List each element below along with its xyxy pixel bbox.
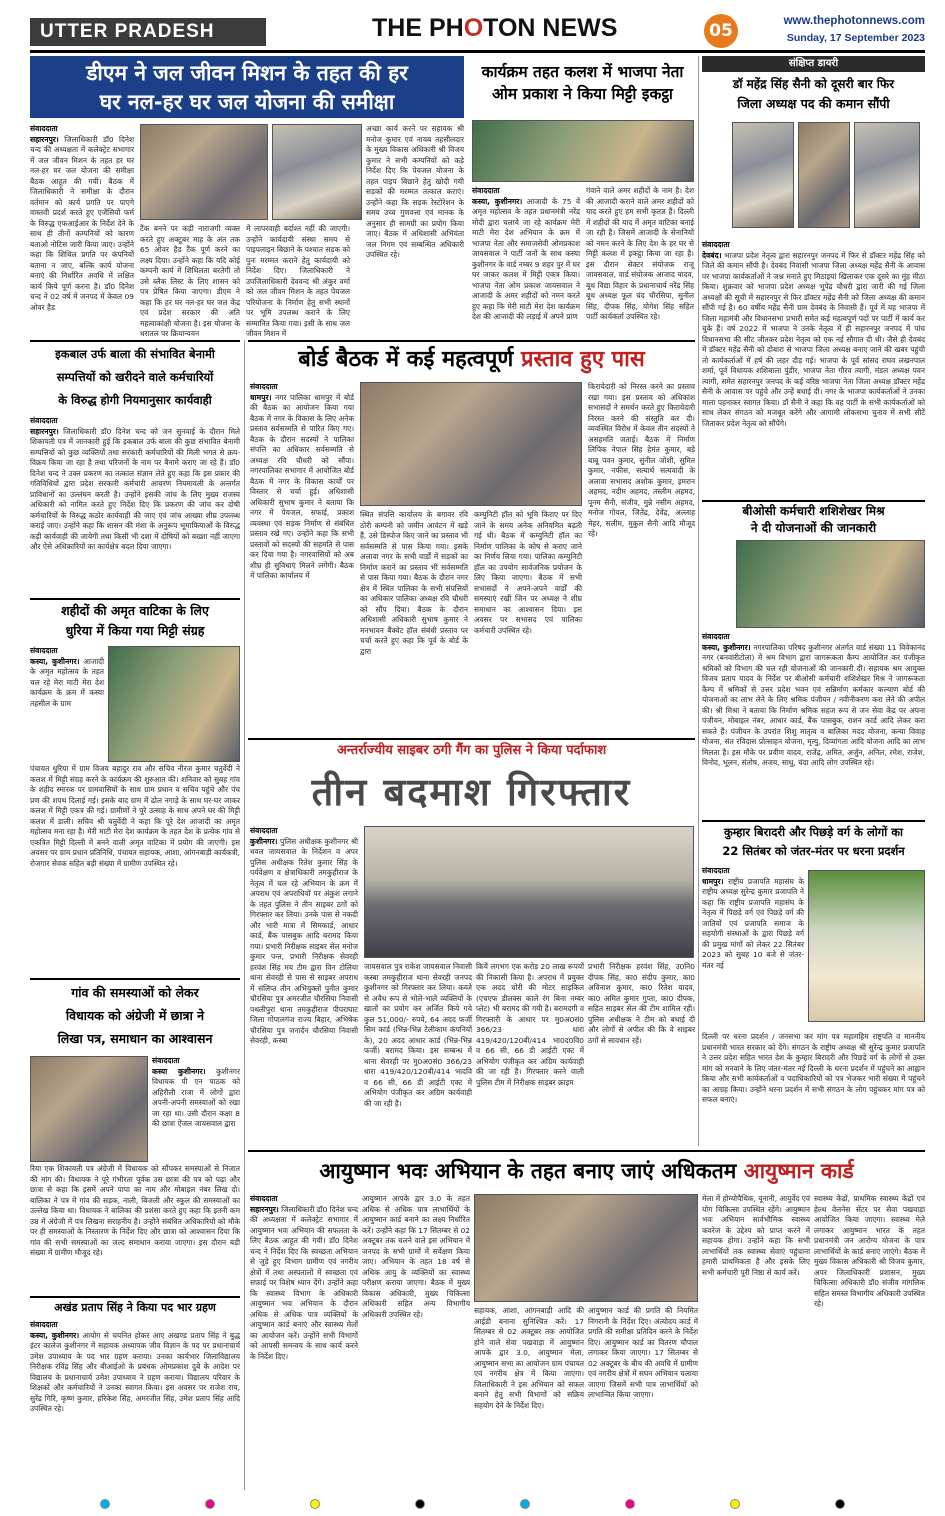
boc-headline-box xyxy=(702,500,925,538)
a9-headline xyxy=(248,1152,925,1190)
masthead-rule xyxy=(30,50,925,53)
website-link[interactable]: www.thephotonnews.com xyxy=(783,15,925,27)
a2-headline-line2: ओम प्रकाश ने किया मिट्टी इकट्ठा xyxy=(492,85,673,103)
a7-headline-highlight: प्रस्ताव हुए पास xyxy=(520,347,645,372)
a5-col-top-text: कुशीनगर विधायक पी एन पाठक को अहिरौली राजा में लोगों द्वारा अपनी-अपनी समस्याओं को रखा जा रहा था। उसी दौरान कक्षा 8 की छात्रा ऐंजल जायसवाल द्वारा xyxy=(152,1066,240,1128)
a3-headline-line3: के विरुद्ध होगी नियमानुसार कार्यवाही xyxy=(58,393,212,407)
sidebar-headline-line2: जिला अध्यक्ष पद की कमान सौंपी xyxy=(737,96,890,111)
a5-body: रिया एक शिकायती पत्र अंग्रेजी में विधायक को सौंपकर समस्याओं से निजात की मांग की। विधायक ने पूरे गंभीरता पूर्वक उस छात्रा की पत्र को पढ़ा और छात्रा से कहा कि इसमें अपने पापा का नाम और मोबाइल नंबर लिख दो। बालिका ने पत्र में गांव की सड़क, नाली, बिजली और स्कूल की समस्याओं का उल्लेख किया था। विधायक ने बालिका की प्रशंसा करते हुए कहा कि इतनी कम उम्र में अंग्रेजी में पत्र लिखना सराहनीय है। उन्होंने संबंधित अधिकारियों को मौके पर ही समस्याओं के निस्तारण के निर्देश दिए और छात्रा को आश्वासन दिया कि गांव की सभी समस्याओं का जल्द समाधान कराया जाएगा। इस दौरान बड़ी संख्या में ग्रामीण मौजूद रहे। xyxy=(30,1164,240,1257)
a1-col4: अच्छा कार्य करने पर सहायक श्री मनोज कुमार एवं नायब तहसीलदार के मुख्य विकास अधिकारी श्री विजय कुमार ने सभी कम्पनियों को कड़े निर्देश दिए कि पेयजल योजना के तहत पाइप बिछाने हेतु खोदी गयी सड़कों की मरम्मत तत्काल कराएं। उन्होंने कहा कि सड़क रेस्टोरेशन के समय उच्च गुणवत्ता एवं मानक के अनुसार ही सामग्री का प्रयोग किया जाए। बैठक में अधिशासी अभियंता जल निगम एवं सम्बन्धित अधिकारी उपस्थित रहे। xyxy=(366,124,464,259)
a5-headline-line3: लिखा पत्र, समाधान का आश्वासन xyxy=(57,1031,213,1046)
registration-dot xyxy=(835,1499,845,1509)
logo-text-start: THE PH xyxy=(372,14,464,42)
a4-headline-box xyxy=(30,598,240,642)
kumhar-photo-leader xyxy=(808,870,925,1022)
a1-headline-box xyxy=(30,56,464,118)
a7-col4: किरायेदारी को निरस्त करने का प्रस्ताव रखा गया। इस प्रस्ताव को अधिकांश सभासदों ने समर्थन करते हुए किरायेदारी निरस्त करने की संस्तुति कर दी। व्यवस्थित विरोध में केवल तीन सदस्यों ने असहमति जताई। बैठक में निर्माण लिपिक नेपाल सिंह हेमंत कुमार, बड़े बाबू पवन कुमार, सुनील जोशी, सुमित कुमार, नफीस, सत्यार्थ सत्यवादी के अलावा सभासद अशोक कुमार, इमरान अहमद, नदीम अहमद, तस्लीम अहमद, पूनम सैनी, संजीव, मुन्ने नसीम अहमद, मनोज गोयल, जितेंद्र, देवेंद्र, अल्लाह मेहर, सलीम, मुकुल सैनी आदि मौजूद रहे। xyxy=(588,382,695,538)
a8-headline-box xyxy=(248,764,695,822)
a8-place: कुशीनगर। xyxy=(250,836,278,846)
page-number: 05 xyxy=(709,21,733,41)
a4-place: कस्या, कुशीनगर। xyxy=(30,656,80,666)
a4-col-top xyxy=(30,646,104,762)
kumhar-place: धामपुर। xyxy=(702,876,724,886)
sidebar-label-box xyxy=(702,56,925,72)
a7-byline: संवाददाता xyxy=(250,382,278,391)
a1-headline-line1: डीएम ने जल जीवन मिशन के तहत की हर xyxy=(86,61,408,85)
a5-byline: संवाददाता xyxy=(152,1056,180,1065)
a9-col1 xyxy=(250,1194,358,1488)
a7-headline xyxy=(248,342,695,378)
a3-byline: संवाददाता xyxy=(30,416,58,425)
a5-col-top xyxy=(152,1056,240,1162)
kumhar-col-top xyxy=(702,866,804,1030)
a7-photo-board-meeting xyxy=(360,382,582,506)
a1-photo-officials xyxy=(272,124,362,220)
sidebar-headline-line1: डॉ महेंद्र सिंह सैनी को दूसरी बार फिर xyxy=(732,77,895,91)
boc-text xyxy=(702,632,925,818)
paper-logo xyxy=(372,14,677,48)
a9-photo-meeting xyxy=(474,1194,698,1302)
a6-place: कस्या, कुशीनगर। xyxy=(30,1330,80,1340)
a9-col1-text: जिलाधिकारी डॉ0 दिनेश चन्द की अध्यक्षता में कलेक्ट्रेट सभागार में आयुष्मान भवः अभियान की सफलता के लिए बैठक आहूत की गयी। डॉ0 दिनेश चन्द ने निर्देश दिए कि स्वच्छता अभियान से जुड़े हुए विभाग ग्रामीण एवं नगरीय क्षेत्रों में तथा अस्पतालों में स्वच्छता एवं सफ़ाई पर विशेष ध्यान देंगे। उन्होंने कहा कि स्वास्थ्य विभाग के अधिकारी आयुष्मान भवः अभियान के दौरान अधिक से अधिक पात्र व्यक्तियों के आयुष्मान कार्ड बनाएं और स्वास्थ्य मेलों का आयोजन करें। उन्होंने सभी विभागों को आपसी समन्वय के साथ कार्य करने के निर्देश दिए। xyxy=(250,1204,358,1361)
footer-color-bar xyxy=(100,1498,845,1510)
a8-col4: प्रभारी निरीक्षक हरवंश सिंह, उ0नि0 दीपक सिंह, का0 संदीप कुमार, का0 अविनाश कुमार, का0 रितेश यादव, का0 अमित कुमार गुप्ता, का0 दीपक, सहित साइबर सेल की टीम शामिल रही। पुलिस अधीक्षक ने टीम को बधाई दी और लोगों से अपील की कि वे साइबर ठगों से सावधान रहें। xyxy=(588,962,695,1045)
a7-col3: कम्युनिटी हॉल को भूमि किराए पर दिए जाने के समय अनेक अनियमित बढ़ती गई थी। बैठक में कम्युनिटी हॉल का निर्माण पालिका के कोष से कराए जाने का निर्णय लिया गया। पालिका कम्युनिटी हॉल का उपयोग सार्वजनिक प्रयोजन के लिए किया जाएगा। बैठक में सभी सभासदों ने अपने-अपने वार्डों की समस्याएं रखीं जिन पर अध्यक्ष ने शीघ्र समाधान का आश्वासन दिया। इस अवसर पर सभासद एवं पालिका कर्मचारी उपस्थित रहे। xyxy=(474,510,582,635)
a1-byline: संवाददाता xyxy=(30,124,58,133)
a3-body: जिलाधिकारी डॉ0 दिनेश चन्द को जन सुनवाई के दौरान मिले शिकायती पत्र में जानकारी हुई कि इकबाल उर्फ बाला की कुछ संभावित बेनामी सम्पत्तियों को कुछ व्यक्तियों तथा सरकारी कर्मचारियों की मिली भगत से क्रय-विक्रय किया जा रहा है तथा परिजनों के नाम पर बैनामे कराए जा रहे हैं। डॉ0 दिनेश चन्द ने उक्त प्रकरण का तत्काल संज्ञान लेते हुए कहा कि इस प्रकार की गतिविधियों द्वारा प्रदेश सरकारी कर्मचारी आचरण नियमावली के अन्तर्गत प्राविधानों का उल्लंघन करती है। उन्होंने इसकी जांच के लिए मुख्य राजस्व अधिकारी को नामित करते हुए निर्देश दिए कि प्रकरण की जांच कर दोषी कर्मचारियों के विरुद्ध कठोर कार्यवाही की जाए एवं जांच आख्या शीघ्र उपलब्ध कराई जाए। उन्होंने कहा कि शासन की मंशा के अनुरूप भूमाफियाओं के विरुद्ध कड़ी कार्यवाही की जायेगी तथा किसी भी दशा में दोषियों को बख्शा नहीं जाएगा और ऐसे अधिकारियों का कार्यक्षेत्र बदल दिया जाएगा। xyxy=(30,426,240,551)
sidebar-photo-leader xyxy=(854,122,920,228)
a3-text xyxy=(30,416,240,596)
sidebar-text xyxy=(702,240,925,497)
a1-headline-line2: घर नल-हर घर जल योजना की समीक्षा xyxy=(99,90,395,114)
a9-col5: मेला में होम्योपैथिक, यूनानी, आयुर्वेद एवं योग चिकित्सा उपस्थित रहेंगे। आयुष्मान भवः अभियान सार्वभौमिक स्वास्थ्य कवरेज के उद्देश्य को प्राप्त करने में सहायक होगा। उन्होंने कहा कि सभी लाभार्थियों तक स्वास्थ्य सेवाएं पहुंचाना हमारी प्राथमिकता है और इसके लिए सभी कर्मचारी पूरी निष्ठा से कार्य करें। xyxy=(702,1194,810,1277)
a4-byline: संवाददाता xyxy=(30,646,58,655)
a4-headline-line1: शहीदों की अमृत वाटिका के लिए xyxy=(61,603,209,618)
registration-dot xyxy=(415,1499,425,1509)
a5-headline-line2: विधायक को अंग्रेजी में छात्रा ने xyxy=(65,1008,205,1023)
boc-headline-line1: बीओसी कर्मचारी शशिशेखर मिश्र xyxy=(742,504,885,518)
a8-headline: तीन बदमाश गिरफ्तार xyxy=(311,770,632,814)
a8-kicker-box xyxy=(248,738,695,762)
a3-headline-box xyxy=(30,340,240,414)
logo-text-end: TON NEWS xyxy=(483,14,618,42)
registration-dot xyxy=(310,1499,320,1509)
a9-col4: आयुष्मान कार्ड की प्रगति की नियमित निगरानी के निर्देश दिए। अंत्योदय कार्ड में प्रगति की समीक्षा प्रतिदिन करने के निर्देश दिए। आयुष्मान कार्ड का वितरण चौपाल लगाकर किया जाएगा। 17 सितम्बर से 02 अक्टूबर के बीच की अवधि में ग्रामीण एवं नगरीय क्षेत्रों में सघन अभियान चलाया जाएगा जिसमें सभी पात्र लाभार्थियों को लाभान्वित किया जाएगा। xyxy=(588,1306,698,1399)
a2-col1 xyxy=(472,186,580,332)
sidebar-place: देवबंद। xyxy=(702,250,722,260)
sidebar-label: संक्षिप्त डायरी xyxy=(788,58,839,69)
a7-col2: स्थित संपत्ति कार्यालय के बगावर रवि ठोरी कम्पनी को जमीन आवंटन में खड़े हैं, उसे डिस्पोज किए जाने का प्रस्ताव भी सर्वसम्मति से पास किया गया। इसके अलावा नगर के सभी वार्डों में सड़कों का निर्माण कराने का प्रस्ताव भी सर्वसम्मति से पास किया गया। बैठक के दौरान नगर क्षेत्र में स्थित पालिका के सभी संपत्तियों का अधिकार पालिका अध्यक्ष रवि चौधरी को सौंप दिया। बैठक के दौरान अधिशासी अधिकारी सुभाष कुमार ने मनभावन बैंक्वेट हॉल संबंधी प्रस्ताव पर चर्चा करते हुए कहा कि पूर्व के बोर्ड के द्वारा xyxy=(360,510,468,656)
a4-body: पंचायत धुरिया में ग्राम विजय बहादुर राव और सचिव नीरज कुमार चतुर्वेदी ने कलश में मिट्टी संग्रह करने के कार्यक्रम की शुरुआत की। शनिवार को सुबह गांव के शहीद स्मारक पर ग्रामवासियों के साथ ग्राम प्रधान व सचिव पहुंचे और पंच प्रण की शपथ दिलाई गई। इसके बाद ग्राम में ढोल नगाड़े के साथ घर-घर जाकर कलश में मिट्टी एकत्र की गई। ग्रामीणों ने पूरे उत्साह के साथ अपने घर की मिट्टी कलश में डाली। सचिव श्री चतुर्वेदी ने कहा कि पूरे देश आजादी का अमृत महोत्सव मना रहा है। मेरी माटी मेरा देश कार्यक्रम के तहत देश के प्रत्येक गांव से एकत्रित मिट्टी दिल्ली में बनने वाली अमृत वाटिका में प्रयोग की जाएगी। इस अवसर पर ग्राम प्रधान प्रतिनिधि, पंचायत सहायक, आशा, आंगनबाड़ी कार्यकत्री, रोजगार सेवक सहित बड़ी संख्या में ग्रामीण उपस्थित रहे। xyxy=(30,764,240,868)
a2-byline: संवाददाता xyxy=(472,186,500,195)
a1-col1-text: जिलाधिकारी डॉ0 दिनेश चन्द की अध्यक्षता में कलेक्ट्रेट सभागार में जल जीवन मिशन के तहत हर घर नल-हर घर जल योजना की समीक्षा बैठक आहूत की गयी। बैठक में जिलाधिकारी ने समीक्षा के दौरान वर्तमान को कार्य प्रगति पर पाएगे वास्तवी प्रदर्श करते हुए एजेंसियों फर्म के विरुद्ध एफआईआर के निर्देश देने के साथ ही तीनों कम्पनियों को कारण बताओ नोटिस जारी किया जाए। उन्होंने कहा कि शिथिल प्रगति पर कंपनियों बताना न जाए, बल्कि कार्य योजना बनाएं की निर्धारित अवधि में लक्षित कार्य किये पूर्ण करना है। डॉ0 दिनेश चन्द ने 02 वर्ष में जनपद में केवल 09 ओवर हैड xyxy=(30,134,134,312)
logo-o: O xyxy=(463,14,484,42)
a6-headline: अखंड प्रताप सिंह ने किया पद भार ग्रहण xyxy=(54,1301,216,1314)
a9-headline-highlight: आयुष्मान कार्ड xyxy=(743,1159,854,1183)
sidebar-byline: संवाददाता xyxy=(702,240,730,249)
divider-left xyxy=(244,340,245,1490)
a6-text xyxy=(30,1320,240,1488)
a9-headline-pre: आयुष्मान भवः अभियान के तहत बनाए जाएं अधिकतम xyxy=(319,1159,744,1183)
a2-headline-line1: कार्यक्रम तहत कलश में भाजपा नेता xyxy=(481,63,684,81)
a1-col1 xyxy=(30,124,134,332)
a2-place: कस्या, कुशीनगर। xyxy=(472,196,523,206)
a7-col1 xyxy=(250,382,354,736)
a4-headline-line2: धुरिया में किया गया मिट्टी संग्रह xyxy=(65,623,205,638)
a7-col1-text: नगर पालिका धामपुर में बोर्ड की बैठक का आयोजन किया गया बैठक में नगर के विकास के लिए अनेक प्रस्ताव सर्वसम्मति से पारित किए गए। बैठक के दौरान सदस्यों ने पालिका संपत्ति का अधिकार सर्वसम्मति से अध्यक्ष रवि चौधरी को सौंपा। नगरपालिका सभागार में आयोजित बोर्ड बैठक में नगर के विकास कार्यों पर विस्तार से चर्चा हुई। अधिशासी अधिकारी सुभाष कुमार ने बताया कि नगर में पेयजल, सफाई, प्रकाश व्यवस्था एवं सड़क निर्माण से संबंधित प्रस्ताव रखे गए। उन्होंने कहा कि सभी प्रस्तावों को सदस्यों की सहमति से पास कर दिया गया है। नगरवासियों को अब शीघ्र ही सुविधाएं मिलने लगेंगी। बैठक में पालिका कार्यालय में xyxy=(250,392,354,580)
registration-dot xyxy=(730,1499,740,1509)
kumhar-col-bottom: दिल्ली पर धरना प्रदर्शन / जनसभा कर मांग पत्र महामहिम राष्ट्रपति व माननीय प्रधानमंत्री भारत सरकार को देंगे। संगठन के राष्ट्रीय अध्यक्ष श्री सुरेन्द्र कुमार प्रजापति ने उत्तर प्रदेश सहित भारत देश के कुम्हार बिरादरी और पिछड़े वर्ग के लोगों से उक्त मांग को मनवाने के लिए जंतर-मंतर नई दिल्ली के धरना प्रदर्शन में पहुंचने का आह्वान किया और सभी कार्यकर्ताओं व पदाधिकारियों को पत्र भेजकर भारी संख्या में पहुंचने का आग्रह किया। उन्होंने धरना प्रदर्शन में सभी संगठन के लोग पहुंचकर मांग पत्र को सफल बनाएं। xyxy=(702,1032,925,1104)
a2-col2: गंवाने वाले अमर शहीदों के नाम है। देश की आजादी कराने वाले अमर शहीदों को याद करते हुए हम सभी कृतज्ञ हैं। दिल्ली में शहीदों की याद में अमृत वाटिका बनाई जा रही है। जिसमें आजादी के सेनानियों को नमन करने के लिए देश के हर घर से मिट्टी कलश में इकट्ठा किया जा रहा है। इस दौरान सेक्टर संयोजक राजू जायसवाल, वार्ड संयोजक आजाद यादव, बूथ विद्या विहार के प्रधानाचार्य नरेंद्र सिंह बूथ अध्यक्ष फूल चंद चौरसिया, सुनील सिंह, दीपक सिंह, योगेश सिंह सहित पार्टी कार्यकर्ता उपस्थित रहे। xyxy=(586,186,694,321)
a2-col1-text: आजादी के 75 वें अमृत महोत्सव के तहत प्रधानमंत्री नरेंद्र मोदी द्वारा चलाये जा रहे कार्यक्रम मेरी माटी मेरा देश अभियान के क्रम में भाजपा नेता और समाजसेवी ओमप्रकाश जायसवाल ने पार्टी जनों के साथ कस्या कुशीनगर के वार्ड नम्बर 9 शहर पुर में घर घर जाकर कलश में मिट्टी एकत्र किया। भाजपा नेता ओम प्रकाश जायसवाल ने आजादी के अमर शहीदों को नमन करते हुए कहा कि मेरी माटी मेरा देश कार्यक्रम देश की आजादी की लड़ाई में अपने प्राण xyxy=(472,196,580,321)
section-title: UTTER PRADESH xyxy=(40,21,215,42)
a9-col6: स्वास्थ्य केंद्रों, प्राथमिक स्वास्थ्य केंद्रों एवं हेल्थ वेलनेस सेंटर पर सेवा पखवाड़ा आयोजित किया जाएगा। स्वास्थ्य मेले लगाकर आयुष्मान भारत के तहत प्रधानमंत्री जन आरोग्य योजना के पात्र लाभार्थियों के कार्ड बनाए जाएंगे। बैठक में मुख्य विकास अधिकारी श्री विजय कुमार, अपर जिलाधिकारी प्रशासन, मुख्य चिकित्सा अधिकारी डॉ0 संजीव मांगलिक सहित समस्त विभागीय अधिकारी उपस्थित रहे। xyxy=(814,1194,925,1308)
a8-col3: कियें लगभग एक करोड़ 20 लाख रूपयों की निकासी किया है। अपराध में प्रयुक्त एक अदद चोरी की मोटर साइकिल (एचएफ डीलक्स काले रंग बिना नम्बर प्लेट) भी बरामद की गयी है। बरामदगी व गिरफ्तारी के आधार पर मु0अ0सं0 366/23 धारा 419/420/120बी/414 भा0द0वि0 व 66 सी, 66 डी आईटी एक्ट में अभियोग पंजीकृत कर अग्रिम कार्यवाही की जा रही है। गिरफ्तार करने वाली पुलिस टीम में निरीक्षक साइबर क्राइम xyxy=(476,962,584,1087)
boc-place: कस्या, कुशीनगर। xyxy=(702,642,751,652)
a8-photo-arrest xyxy=(364,826,694,958)
a9-col2: आयुष्मान आपके द्वार 3.0 के तहत अधिक से अधिक पात्र लाभार्थियों के आयुष्मान कार्ड बनाने का लक्ष्य निर्धारित करें। उन्होंने कहा कि 17 सितम्बर से 02 अक्टूबर तक चलने वाले इस अभियान में जनपद के सभी ग्रामों में सर्वेक्षण किया जाए। अभियान के तहत 18 वर्ष से अधिक आयु के व्यक्तियों का स्वास्थ्य परीक्षण कराया जाएगा। बैठक में मुख्य विकास अधिकारी, मुख्य चिकित्सा अधिकारी सहित अन्य विभागीय अधिकारी उपस्थित रहे। xyxy=(362,1194,470,1319)
a3-headline-line2: सम्पत्तियों को खरीदने वाले कर्मचारियों xyxy=(56,370,214,384)
a6-headline-box xyxy=(30,1296,240,1318)
section-banner xyxy=(30,18,266,46)
kumhar-col-top-text: राष्ट्रीय प्रजापति महासंघ के राष्ट्रीय अध्यक्ष सुरेन्द्र कुमार प्रजापति ने कहा कि राष्ट्रीय प्रजापति महासंघ के नेतृत्व में पिछड़े वर्ग एवं पिछड़े वर्ग की जातियों एवं प्रजापति समाज के सहयोगी संस्थाओं के द्वारा पिछड़े वर्ग की प्रमुख मांगों को लेकर 22 सितंबर 2023 को सुबह 10 बजे से जंतर-मंतर नई xyxy=(702,876,804,970)
a4-col-top-text: आजादी के अमृत महोत्सव के तहत चल रहे मेरा माटी मेरा देश कार्यक्रम के क्रम में कस्या तहसील के ग्राम xyxy=(30,656,104,708)
a9-col3: सहायक, आशा, आंगनबाड़ी आदि की आईडी बनाना सुनिश्चित करें। 17 सितम्बर से 02 अक्टूबर तक आयोजित होने वाले सेवा पखवाड़ा में आयुष्मान आपके द्वार 3.0, आयुष्मान मेला, आयुष्मान सभा का आयोजन ग्राम पंचायत एवं नगरीय क्षेत्र में किया जाएगा। जिलाधिकारी ने इस अभियान को सफल बनाने हेतु सभी विभागों को सक्रिय सहयोग देने के निर्देश दिए। xyxy=(474,1306,584,1410)
a9-place: सहारनपुर। xyxy=(250,1204,279,1214)
sidebar-photo-saini xyxy=(732,122,794,228)
sidebar-body: भाजपा प्रदेश नेतृत्व द्वारा सहारनपुर जनपद में फिर से डॉक्टर महेंद्र सिंह को जिले की कमान सौंपी है। देवबंद निवासी भाजपा जिला अध्यक्ष महेंद्र सैनी के आवास पर भाजपा कार्यकर्ताओं ने जश्न मनाते हुए मिठाइयां खिलाकर एक दूसरे का मुंह मीठा किया। शुक्रवार को भाजपा प्रदेश अध्यक्ष भूपेंद्र चौधरी द्वारा जारी की गई जिला अध्यक्षों की सूची में सहारनपुर से फिर डॉक्टर महेंद्र सैनी को जिला अध्यक्ष की कमान सौंपी गई है। 60 वर्षीय महेंद्र सैनी ग्राम देवबंद के निवासी हैं। पूर्व में यह भाजपा में जिला महामंत्री और विधानसभा प्रभारी समेत कई महत्वपूर्ण पदों पर पार्टी में कार्य कर चुके हैं। वर्ष 2022 में भाजपा ने उनके नेतृत्व में ही सहारनपुर जनपद में पांच विधानसभा की सीट जीतकर प्रदेश नेतृत्व को एक नई सौगात दी थी। जैसे ही देवबंद में डॉक्टर महेंद्र सैनी को दोबारा से भाजपा जिला अध्यक्ष बनाए जाने की खबर पहुंची तो कार्यकर्ताओं में हर्ष की लहर दौड़ गई। भाजपा के पूर्व सांसद राघव लखनपाल शर्मा, पूर्व विधायक शशिबाला पुंडीर, भाजपा नेता गौरव त्यागी, मंडल अध्यक्ष पवन त्यागी, समेत सहारनपुर जनपद के कई वरिष्ठ भाजपा नेता जिला अध्यक्ष डॉक्टर महेंद्र सैनी के आवास पर पहुंचे और उन्हें बधाई दी। नगर के भाजपा कार्यकर्ताओं ने उनका माला पहनाकर स्वागत किया। डॉ सैनी ने कहा कि वह पार्टी के सभी कार्यकर्ताओं को साथ लेकर संगठन को मजबूत करेंगे और आगामी लोकसभा चुनाव में सभी सीटें जिताकर प्रदेश नेतृत्व को सौंपेंगे। xyxy=(702,250,925,428)
a8-byline: संवाददाता xyxy=(250,826,278,835)
a2-photo-kalash xyxy=(472,120,694,182)
registration-dot xyxy=(100,1499,110,1509)
a7-headline-pre: बोर्ड बैठक में कई महत्वपूर्ण xyxy=(298,347,521,372)
kumhar-headline-box xyxy=(702,820,925,862)
sidebar-photo-group xyxy=(798,122,850,228)
kumhar-headline-line1: कुम्हार बिरादरी और पिछड़े वर्ग के लोगों का xyxy=(723,825,904,839)
issue-date: Sunday, 17 September 2023 xyxy=(786,32,925,44)
a1-place: सहारनपुर। xyxy=(30,134,59,144)
a1-photo-meeting xyxy=(140,124,268,220)
a4-photo-villagers xyxy=(108,646,240,762)
a8-col2: जायसवाल पुत्र राकेश जायसवाल निवासी कस्बा तमकुहीराज थाना सेवरही जनपद कुशीनगर को गिरफ्तार कर लिया। कब्जे से अवैध रूप से भोले-भाले व्यक्तियों के खातों का प्रयोग कर अर्जित किये गये कुल 51,000/- रुपये, 64 अदद फर्जी सिम कार्ड (भिन्न-भिन्न टेलीकाम कंपनियों के), 20 अदद आधार कार्ड (भिन्न-भिन्न फर्जी) बरामद किया। इस सम्बन्ध में थाना सेवरही पर मु0अ0सं0 366/23 धारा 419/420/120बी/414 भादवि व 66 सी, 66 डी आईटी एक्ट में अभियोग पंजीकृत कर अग्रिम कार्यवाही की जा रही है। xyxy=(364,962,472,1108)
a5-photo-student xyxy=(30,1056,148,1162)
a2-headline-box xyxy=(470,56,695,118)
boc-photo-camp xyxy=(736,540,925,628)
a5-headline-box xyxy=(30,978,240,1052)
boc-headline-line2: ने दी योजनाओं की जानकारी xyxy=(750,521,877,535)
a5-place: कस्या कुशीनगर। xyxy=(152,1066,206,1076)
a1-col3: में लापरवाही बर्दाश्त नहीं की जाएगी। उन्होंने कार्यदायी संस्था समय से पाइपलाइन बिछाने के पश्चात सड़क को पुनः मरम्मत कराने हेतु कार्यदायी को निर्देश दिए। जिलाधिकारी ने उपजिलाधिकारी देववन्द श्री अंकुर वर्मा को जल जीवन मिशन के तहत पेयजल परियोजना के निर्माण हेतु सभी स्थानों पर भूमि उपलब्ध कराने के लिए सम्मानित किया गया। इसी के साथ जल जीवन मिशन में xyxy=(246,224,350,338)
sidebar-headline-box xyxy=(702,73,925,117)
divider-right xyxy=(698,56,699,1146)
a3-place: सहारनपुर। xyxy=(30,426,59,436)
a8-kicker: अन्तर्राज्यीय साइबर ठगी गैंग का पुलिस ने किया पर्दाफाश xyxy=(336,743,607,758)
a3-headline-line1: इकबाल उर्फ बाला की संभावित बेनामी xyxy=(55,347,215,361)
a1-col2: टैंक बनने पर कड़ी नाराजगी व्यक्त करते हुए अक्टूबर माह के अंत तक 65 ओवर हैड टैंक पूर्ण करने का लक्ष्य दिया। उन्होंने कहा कि यदि कोई कम्पनी कार्य में शिथिलता बरतेगी तो उसे ब्लैक लिस्ट के लिए शासन को पत्र प्रेषित किया जाएगा। डीएम ने कहा कि हर घर नल-हर घर जल केंद्र एवं प्रदेश सरकार की अति महत्वाकांक्षी योजना है। इस योजना के धरातल पर क्रियान्वयन xyxy=(140,224,240,338)
a7-headline-box xyxy=(248,340,695,378)
a7-place: धामपुर। xyxy=(250,392,272,402)
registration-marks xyxy=(100,1498,845,1510)
a8-col1 xyxy=(250,826,358,1148)
a5-headline-line1: गांव की समस्याओं को लेकर xyxy=(71,985,199,1000)
a8-col1-text: पुलिस अधीक्षक कुशीनगर श्री धवल जायसवाल के निर्देशन व अपर पुलिस अधीक्षक रितेश कुमार सिंह के पर्यवेक्षण व क्षेत्राधिकारी तमकुहीराज के नेतृत्व में चल रहे अभियान के क्रम में अपराध एवं अपराधियों पर अंकुश लगाने के तहत पुलिस ने तीन साइबर ठगों को गिरफ्तार कर लिया। उनके पास से नकदी और भारी मात्रा में सिमकार्ड, आधार कार्ड, बैंक पासबुक आदि बरामद किया गया। प्रभारी निरीक्षक साइबर सेल मनोज कुमार पन्त, प्रभारी निरीक्षक सेवरही हरवंश सिंह मय टीम द्वारा विन टोलिया थाना सेवरही से पास से साइबर अपराध में संलिप्त तीन अभियुक्तों पुनीत कुमार चौरसिया पुत्र अमरजीत चौरसिया निवासी पथलीपुरा थाना तमकुहीराज पीपराघाट जिला गोपालगंज राज्य बिहार, अभिषेक चौरसिया पुत्र जनार्दन चौरसिया निवासी सेवरही, कस्बा xyxy=(250,836,358,1045)
kumhar-byline: संवाददाता xyxy=(702,866,730,875)
page-number-badge xyxy=(704,14,738,48)
registration-dot xyxy=(625,1499,635,1509)
a9-headline-box xyxy=(248,1150,925,1190)
registration-dot xyxy=(205,1499,215,1509)
a6-byline: संवाददाता xyxy=(30,1320,58,1329)
boc-byline: संवाददाता xyxy=(702,632,730,641)
registration-dot xyxy=(520,1499,530,1509)
boc-body: नगरपालिका परिषद कुशीनगर अंतर्गत वार्ड संख्या 11 विवेकानंद नगर (बनवारीटोला) में श्रम विभाग द्वारा जागरूकता कैम्प आयोजित कर पंजीकृत श्रमिकों को विभाग की चल रही योजनाओं की जानकारी दी। सहायक श्रम आयुक्त विजय प्रताप यादव के निर्देश पर बीओसी कर्मचारी शशिशेखर मिश्र ने जागरूकता कैम्प में श्रमिकों से उत्तर प्रदेश भवन एवं सन्निर्माण कर्मकार कल्याण बोर्ड की योजनाओं का लाभ लेने के लिए श्रमिक पंजीयन / नवीनीकरण करा लेने की अपील की। श्री मिश्रा ने बताया कि निर्माण श्रमिक सहज रूप से जन सेवा केंद्र पर अपना पंजीयन, मोबाइल नंबर, आधार कार्ड, बैंक पासबुक, राशन कार्ड आदि लेकर करा सकते हैं। पंजीयन के उपरांत शिशु मातृत्व व बालिका मदद योजना, कन्या विवाह योजना, संत रविदास प्रोत्साहन योजना, मृत्यु, दिव्यांगता आदि योजना आदि का लाभ मिलता है। इस मौके पर प्रवीण यादव, राजेंद्र, अमित, अर्जुन, अनिल, रमेश, राजेश, विनोद, भूलन, संतोष, अजय, साधु, चंदा आदि लोग उपस्थित रहे। xyxy=(702,642,926,767)
a6-body: आयोग से चयनित होकर आए अखण्ड प्रताप सिंह ने बुद्ध इंटर कालेज कुशीनगर में सहायक अध्यापक जीव विज्ञान के पद पर प्रधानाचार्य उमेश उपाध्याय के पद भार ग्रहण कराया। उनका कार्यभार जिलाविद्यालय निरीक्षक रविंद्र सिंह और बीआईओ के प्रबंधक ओमप्रकाश दुबे के आदेश पर विद्यालय के प्रधानाचार्य उमेश उपाध्याय ने ग्रहण कराया। विद्यालय परिवार के शिक्षकों और कर्मचारियों ने उनका स्वागत किया। इस अवसर पर राजेश राय, सुरेंद्र गिरि, कृष्ण कुमार, हरिकेश सिंह, अमरजीत सिंह, उमेश प्रताप सिंह आदि उपस्थित रहे। xyxy=(30,1330,240,1413)
a9-byline: संवाददाता xyxy=(250,1194,278,1203)
kumhar-headline-line2: 22 सितंबर को जंतर-मंतर पर धरना प्रदर्शन xyxy=(722,844,905,858)
